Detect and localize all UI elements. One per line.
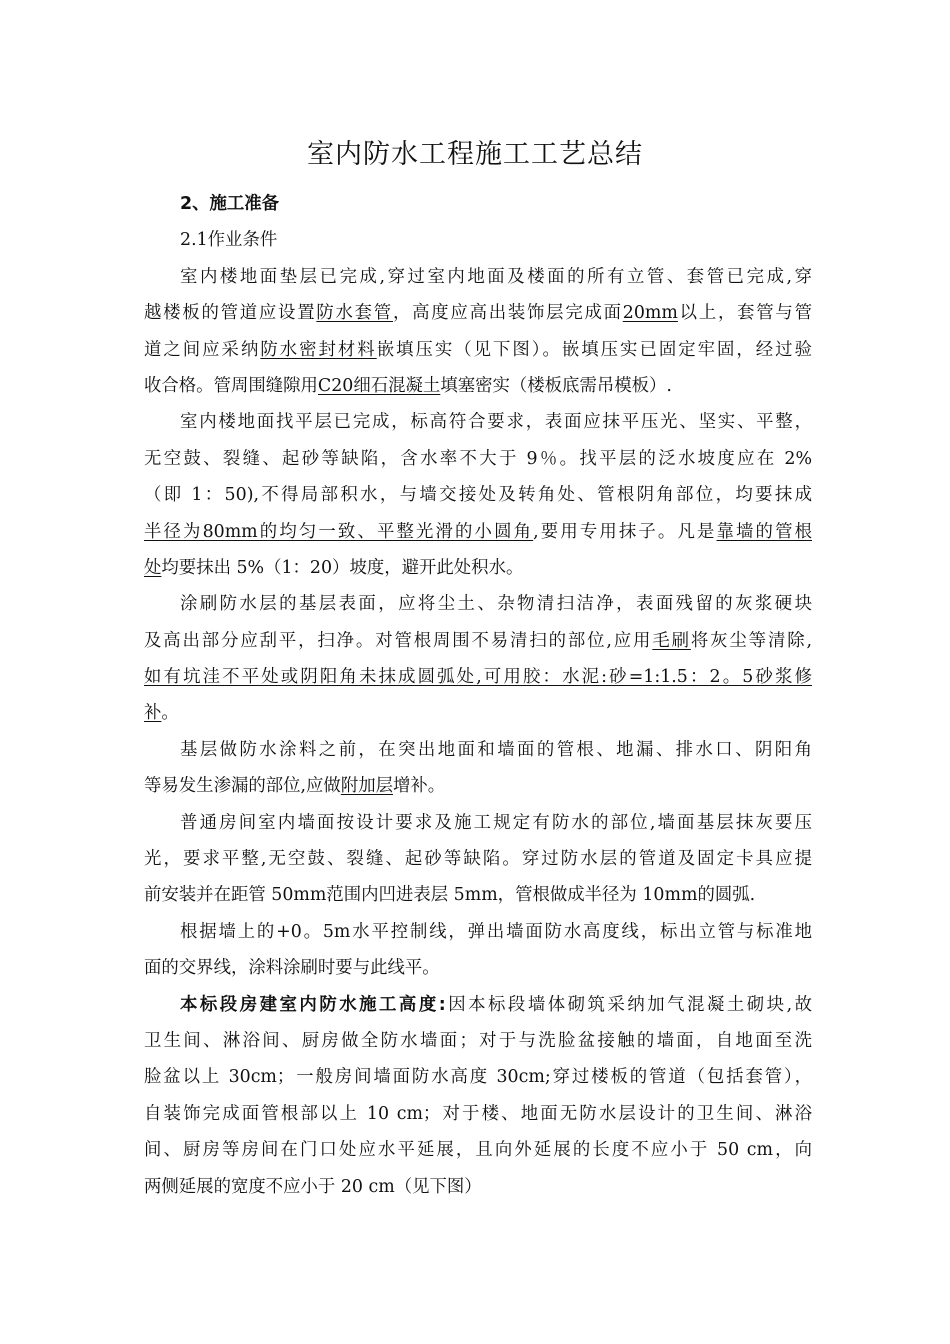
- text-run: 增补。: [393, 776, 446, 797]
- paragraph-line: 脸盆以上 30cm；一般房间墙面防水高度 30cm;穿过楼板的管道（包括套管），: [144, 1067, 812, 1088]
- paragraph-line: [144, 550, 812, 586]
- text-run: 均要抹出 5%（1：20）坡度，避开此处积水。: [161, 557, 524, 578]
- text-run: ,要用专用抹子。凡是: [533, 521, 717, 542]
- paragraph-line: 普通房间室内墙面按设计要求及施工规定有防水的部位,墙面基层抹灰要压: [180, 812, 812, 833]
- text-run: 及高出部分应刮平，扫净。对管根周围不易清扫的部位,应用: [144, 630, 653, 651]
- underlined-term: 毛刷: [652, 630, 691, 651]
- paragraph-line: 两侧延展的宽度不应小于 20 cm（见下图）: [144, 1176, 482, 1197]
- text-run: 。: [161, 703, 179, 724]
- subsection-heading: 2.1作业条件: [180, 230, 278, 251]
- text-run: 因本标段墙体砌筑采纳加气混凝土砌块,故: [445, 994, 812, 1015]
- text-run: 等易发生渗漏的部位,应做: [144, 776, 341, 797]
- text-run: ，高度应高出装饰层完成面: [392, 303, 623, 324]
- underlined-term: 防水密封材料: [260, 339, 377, 360]
- text-run: 收合格。管周围缝隙用: [144, 375, 318, 396]
- underlined-term: 20mm: [622, 303, 678, 324]
- paragraph-line: [144, 659, 812, 695]
- underlined-term: 半径为80mm的均匀一致、平整光滑的小圆角: [144, 521, 534, 542]
- paragraph-line: 室内楼地面垫层已完成,穿过室内地面及楼面的所有立管、套管已完成,穿: [180, 266, 812, 287]
- paragraph-line: 基层做防水涂料之前，在突出地面和墙面的管根、地漏、排水口、阴阳角: [180, 739, 812, 760]
- paragraph-line: 涂刷防水层的基层表面，应将尘土、杂物清扫洁净，表面残留的灰浆硬块: [180, 594, 812, 615]
- paragraph-line: 面的交界线，涂料涂刷时要与此线平。: [144, 958, 440, 979]
- paragraph-line: 前安装并在距管 50mm范围内凹进表层 5mm，管根做成半径为 10mm的圆弧.: [144, 885, 756, 906]
- underlined-term: 附加层: [340, 776, 394, 797]
- paragraph-line: 卫生间、淋浴间、厨房做全防水墙面；对于与洗脸盆接触的墙面，自地面至洗: [144, 1030, 812, 1051]
- paragraph-line: [144, 623, 812, 659]
- text-run: 以上，套管与管: [677, 303, 812, 324]
- paragraph-line: [144, 295, 812, 331]
- text-run: 将灰尘等清除,: [690, 630, 812, 651]
- paragraph-line: 根据墙上的+0。5m水平控制线，弹出墙面防水高度线，标出立管与标准地: [180, 921, 812, 942]
- document-body: [144, 186, 812, 1205]
- paragraph-line: （即 1：50),不得局部积水，与墙交接处及转角处、管根阴角部位，均要抹成: [144, 485, 812, 506]
- underlined-term: 靠墙的管根: [716, 521, 812, 542]
- text-run: 越楼板的管道应设置: [144, 303, 317, 324]
- paragraph-line: [144, 987, 812, 1023]
- paragraph-line: 室内楼地面找平层已完成，标高符合要求，表面应抹平压光、坚实、平整，: [180, 412, 812, 433]
- paragraph-line: [144, 514, 812, 550]
- underlined-term: C20细石混凝土: [317, 375, 441, 396]
- underlined-term: 补: [144, 703, 162, 724]
- document-title: 室内防水工程施工工艺总结: [307, 139, 643, 170]
- underlined-term: 处: [144, 557, 162, 578]
- paragraph-line: 无空鼓、裂缝、起砂等缺陷，含水率不大于 9％。找平层的泛水坡度应在 2%: [144, 448, 812, 469]
- paragraph-line: 间、厨房等房间在门口处应水平延展，且向外延展的长度不应小于 50 cm，向: [144, 1140, 812, 1161]
- underlined-term: 如有坑洼不平处或阴阳角未抹成圆弧处,可用胶：水泥:砂=1:1.5：2。5砂浆修: [144, 667, 812, 688]
- bold-lead-in: 本标段房建室内防水施工高度:: [180, 994, 446, 1015]
- paragraph-line: [144, 695, 812, 731]
- text-run: 嵌填压实（见下图）。嵌填压实已固定牢固，经过验: [376, 339, 812, 360]
- paragraph-line: 自装饰完成面管根部以上 10 cm；对于楼、地面无防水层设计的卫生间、淋浴: [144, 1103, 812, 1124]
- section-heading: 2、施工准备: [180, 194, 280, 214]
- paragraph-line: [144, 332, 812, 368]
- text-run: 道之间应采纳: [144, 339, 261, 360]
- paragraph-line: [144, 368, 812, 404]
- paragraph-line: 光，要求平整,无空鼓、裂缝、起砂等缺陷。穿过防水层的管道及固定卡具应提: [144, 849, 812, 870]
- underlined-term: 防水套管: [316, 303, 393, 324]
- paragraph-line: [144, 768, 812, 804]
- text-run: 填塞密实（楼板底需吊模板）.: [440, 375, 672, 396]
